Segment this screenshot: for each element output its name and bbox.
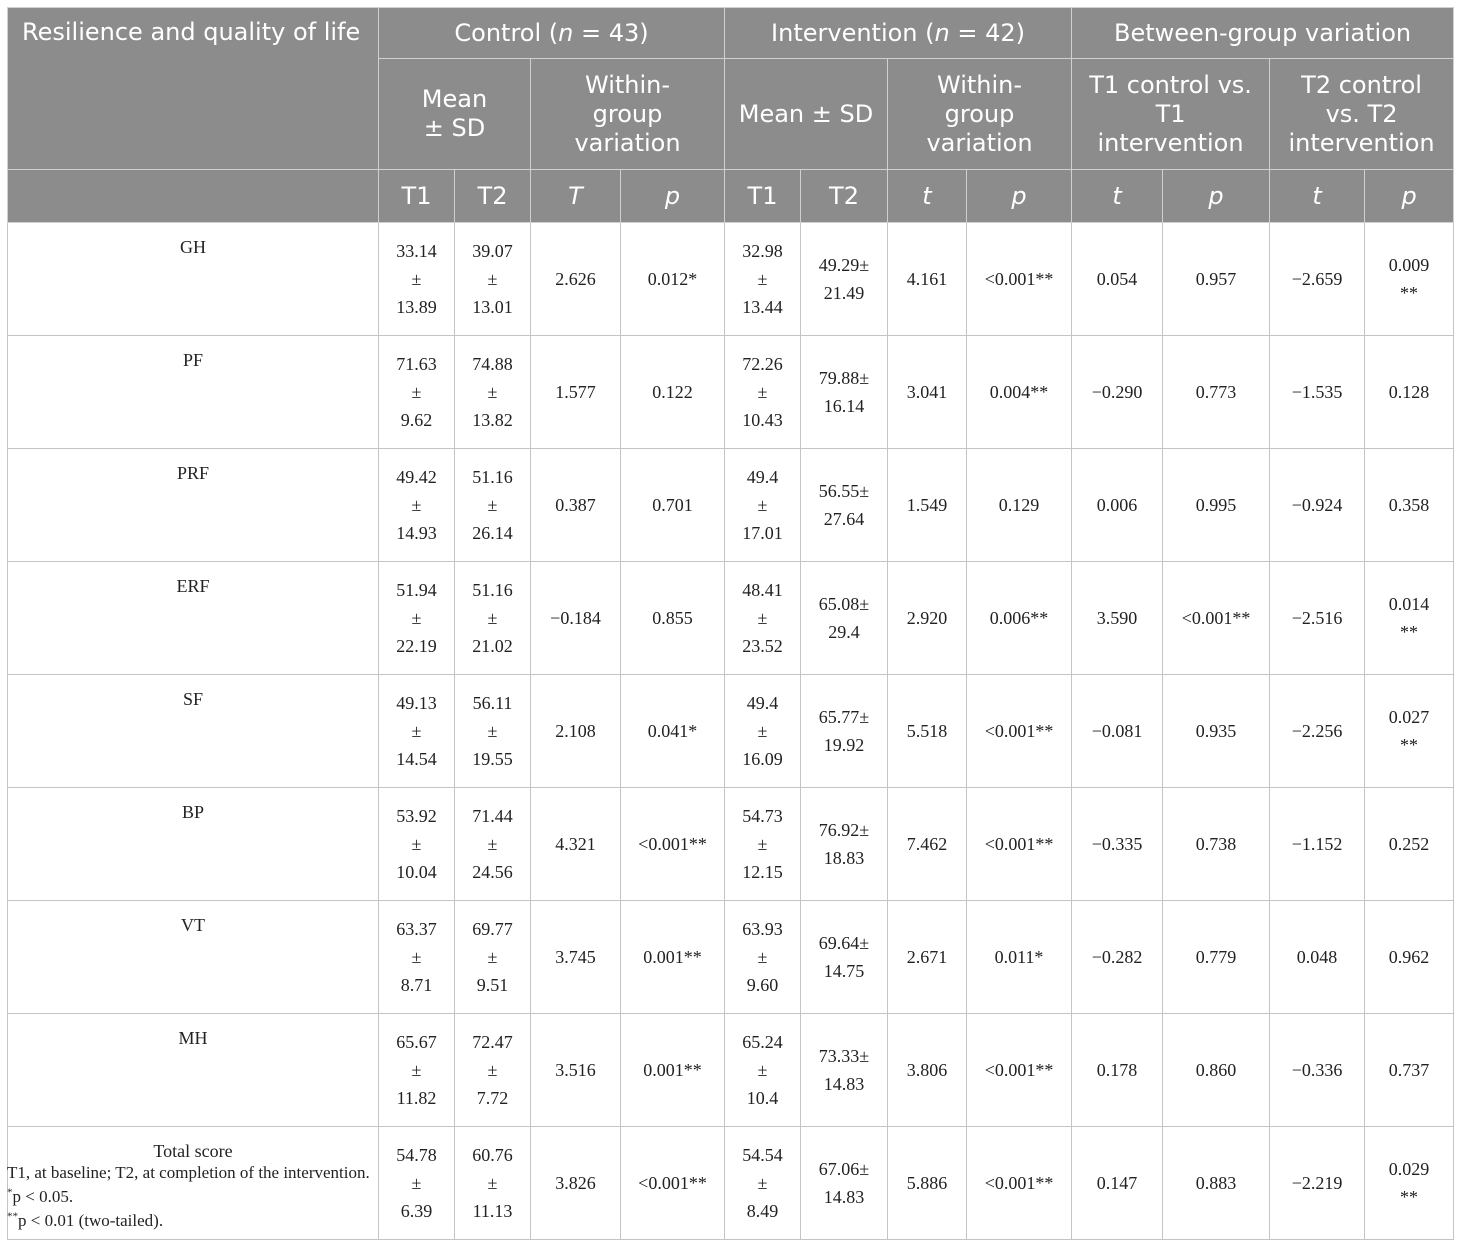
intervention-group-header: Intervention (n = 42) [725,8,1072,59]
intervention-t-cell: 7.462 [888,788,967,901]
intervention-t1-cell: 32.98 ± 13.44 [725,223,801,336]
row-label: GH [8,223,379,336]
subheader-cell: T2 [801,170,888,223]
intervention-t2-cell: 49.29± 21.49 [801,223,888,336]
intervention-t-cell: 2.920 [888,562,967,675]
empty-header-cell [8,170,379,223]
table-row [8,449,1454,562]
control-t-cell: 3.516 [531,1014,621,1127]
intervention-p-cell: <0.001** [967,675,1072,788]
intervention-t2-cell: 65.08± 29.4 [801,562,888,675]
subheader-cell: p [1365,170,1454,223]
intervention-t-cell: 5.518 [888,675,967,788]
t2-between-p-cell: 0.737 [1365,1014,1454,1127]
intervention-t-cell: 4.161 [888,223,967,336]
footnote-timepoints: T1, at baseline; T2, at completion of the intervention. [7,1163,370,1182]
intervention-t2-cell: 56.55± 27.64 [801,449,888,562]
control-t2-cell: 74.88 ± 13.82 [455,336,531,449]
control-t-cell: 3.826 [531,1127,621,1240]
control-t2-cell: 71.44 ± 24.56 [455,788,531,901]
control-p-cell: <0.001** [621,788,725,901]
footnote-significance-1: *p < 0.05. [7,1186,74,1206]
t2-between-p-cell: 0.252 [1365,788,1454,901]
subheader-cell: t [1072,170,1163,223]
t1-comparison-header: T1 control vs. T1 intervention [1072,59,1270,170]
t1-between-t-cell: −0.290 [1072,336,1163,449]
intervention-p-cell: <0.001** [967,223,1072,336]
table-footnotes [7,1161,370,1233]
t1-between-t-cell: −0.335 [1072,788,1163,901]
subheader-cell: T [531,170,621,223]
t1-between-p-cell: 0.935 [1163,675,1270,788]
t2-between-p-cell: 0.128 [1365,336,1454,449]
control-p-cell: <0.001** [621,1127,725,1240]
control-p-cell: 0.855 [621,562,725,675]
t1-between-t-cell: 0.147 [1072,1127,1163,1240]
control-t2-cell: 72.47 ± 7.72 [455,1014,531,1127]
t1-between-t-cell: 0.054 [1072,223,1163,336]
t1-between-t-cell: 0.178 [1072,1014,1163,1127]
control-t2-cell: 56.11 ± 19.55 [455,675,531,788]
intervention-p-cell: 0.006** [967,562,1072,675]
row-label: ERF [8,562,379,675]
control-t-cell: 0.387 [531,449,621,562]
control-t1-cell: 71.63 ± 9.62 [379,336,455,449]
table-row [8,788,1454,901]
t2-between-t-cell: −1.535 [1270,336,1365,449]
subheader-cell: T2 [455,170,531,223]
subheader-cell: t [1270,170,1365,223]
t2-between-p-cell: 0.014 ** [1365,562,1454,675]
control-t1-cell: 33.14 ± 13.89 [379,223,455,336]
intervention-t-cell: 3.041 [888,336,967,449]
row-label: PF [8,336,379,449]
control-t1-cell: 51.94 ± 22.19 [379,562,455,675]
row-label: VT [8,901,379,1014]
t2-between-t-cell: 0.048 [1270,901,1365,1014]
t2-between-p-cell: 0.027 ** [1365,675,1454,788]
control-p-cell: 0.001** [621,1014,725,1127]
t2-between-p-cell: 0.009 ** [1365,223,1454,336]
row-title-header: Resilience and quality of life [8,8,379,170]
row-label: PRF [8,449,379,562]
control-t2-cell: 69.77 ± 9.51 [455,901,531,1014]
t2-between-t-cell: −1.152 [1270,788,1365,901]
table-header [8,8,1454,223]
footnote-significance-2: **p < 0.01 (two-tailed). [7,1210,164,1230]
intervention-t1-cell: 54.54 ± 8.49 [725,1127,801,1240]
t1-between-p-cell: <0.001** [1163,562,1270,675]
t2-between-t-cell: −2.516 [1270,562,1365,675]
intervention-p-cell: 0.129 [967,449,1072,562]
intervention-t2-cell: 67.06± 14.83 [801,1127,888,1240]
table-row [8,336,1454,449]
control-t1-cell: 63.37 ± 8.71 [379,901,455,1014]
control-t-cell: 2.108 [531,675,621,788]
intervention-p-cell: 0.004** [967,336,1072,449]
t1-between-t-cell: 0.006 [1072,449,1163,562]
control-t2-cell: 51.16 ± 21.02 [455,562,531,675]
intervention-t1-cell: 63.93 ± 9.60 [725,901,801,1014]
control-p-cell: 0.701 [621,449,725,562]
t1-between-t-cell: 3.590 [1072,562,1163,675]
control-t-cell: 3.745 [531,901,621,1014]
table-row [8,223,1454,336]
intervention-t1-cell: 49.4 ± 17.01 [725,449,801,562]
intervention-t2-cell: 65.77± 19.92 [801,675,888,788]
intervention-t2-cell: 69.64± 14.75 [801,901,888,1014]
control-t1-cell: 49.13 ± 14.54 [379,675,455,788]
table-row [8,901,1454,1014]
intervention-p-cell: 0.011* [967,901,1072,1014]
t1-between-p-cell: 0.773 [1163,336,1270,449]
control-t-cell: 1.577 [531,336,621,449]
intervention-t1-cell: 65.24 ± 10.4 [725,1014,801,1127]
t2-between-t-cell: −2.219 [1270,1127,1365,1240]
table-body [8,223,1454,1240]
control-t1-cell: 53.92 ± 10.04 [379,788,455,901]
control-t-cell: 2.626 [531,223,621,336]
intervention-p-cell: <0.001** [967,788,1072,901]
t1-between-p-cell: 0.995 [1163,449,1270,562]
control-t1-cell: 54.78 ± 6.39 [379,1127,455,1240]
subheader-cell: t [888,170,967,223]
table-row [8,675,1454,788]
control-t1-cell: 49.42 ± 14.93 [379,449,455,562]
subheader-cell: T1 [379,170,455,223]
intervention-t1-cell: 72.26 ± 10.43 [725,336,801,449]
row-label: Total score [8,1127,379,1240]
control-p-cell: 0.122 [621,336,725,449]
control-p-cell: 0.012* [621,223,725,336]
control-p-cell: 0.001** [621,901,725,1014]
control-p-cell: 0.041* [621,675,725,788]
t2-between-t-cell: −2.256 [1270,675,1365,788]
intervention-p-cell: <0.001** [967,1014,1072,1127]
intervention-mean-sd-header: Mean ± SD [725,59,888,170]
control-within-header: Within- group variation [531,59,725,170]
row-label: MH [8,1014,379,1127]
intervention-t1-cell: 48.41 ± 23.52 [725,562,801,675]
intervention-t2-cell: 79.88± 16.14 [801,336,888,449]
subheader-cell: T1 [725,170,801,223]
t1-between-p-cell: 0.957 [1163,223,1270,336]
t2-between-p-cell: 0.962 [1365,901,1454,1014]
between-group-header: Between-group variation [1072,8,1454,59]
table-row [8,1014,1454,1127]
t2-between-t-cell: −2.659 [1270,223,1365,336]
control-mean-sd-header: Mean ± SD [379,59,531,170]
t1-between-p-cell: 0.738 [1163,788,1270,901]
t1-between-p-cell: 0.883 [1163,1127,1270,1240]
intervention-t-cell: 2.671 [888,901,967,1014]
control-t1-cell: 65.67 ± 11.82 [379,1014,455,1127]
intervention-t-cell: 1.549 [888,449,967,562]
control-t-cell: −0.184 [531,562,621,675]
control-t-cell: 4.321 [531,788,621,901]
intervention-within-header: Within- group variation [888,59,1072,170]
t2-between-p-cell: 0.029 ** [1365,1127,1454,1240]
control-t2-cell: 51.16 ± 26.14 [455,449,531,562]
control-t2-cell: 60.76 ± 11.13 [455,1127,531,1240]
row-label: SF [8,675,379,788]
t1-between-p-cell: 0.779 [1163,901,1270,1014]
intervention-t1-cell: 54.73 ± 12.15 [725,788,801,901]
intervention-t2-cell: 76.92± 18.83 [801,788,888,901]
t2-comparison-header: T2 control vs. T2 intervention [1270,59,1454,170]
table-row [8,562,1454,675]
t2-between-p-cell: 0.358 [1365,449,1454,562]
t2-between-t-cell: −0.924 [1270,449,1365,562]
intervention-t1-cell: 49.4 ± 16.09 [725,675,801,788]
t2-between-t-cell: −0.336 [1270,1014,1365,1127]
row-label: BP [8,788,379,901]
subheader-cell: p [621,170,725,223]
intervention-p-cell: <0.001** [967,1127,1072,1240]
intervention-t-cell: 5.886 [888,1127,967,1240]
results-table [7,7,1454,1240]
t1-between-t-cell: −0.282 [1072,901,1163,1014]
control-group-header: Control (n = 43) [379,8,725,59]
intervention-t2-cell: 73.33± 14.83 [801,1014,888,1127]
subheader-cell: p [967,170,1072,223]
subheader-cell: p [1163,170,1270,223]
t1-between-t-cell: −0.081 [1072,675,1163,788]
control-t2-cell: 39.07 ± 13.01 [455,223,531,336]
intervention-t-cell: 3.806 [888,1014,967,1127]
t1-between-p-cell: 0.860 [1163,1014,1270,1127]
